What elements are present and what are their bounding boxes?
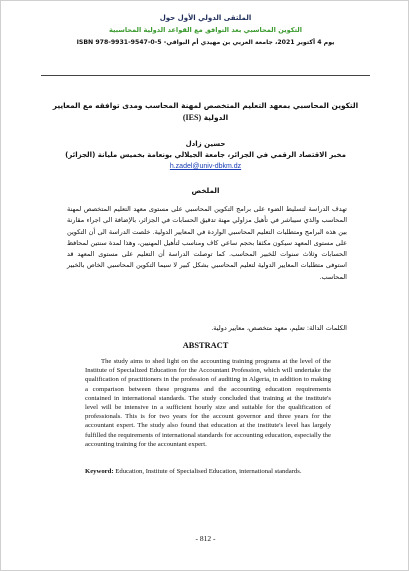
english-abstract-heading: ABSTRACT bbox=[182, 341, 229, 350]
arabic-title-word: الدولية bbox=[203, 113, 229, 122]
author-affiliation: مخبر الاقتصاد الرقمي في الجزائر، جامعة الجيلالي بونعامة بخميس مليانة (الجزائر) bbox=[65, 151, 346, 159]
arabic-paper-title bbox=[47, 100, 364, 124]
conference-title: الملتقى الدولي الأول حول bbox=[159, 14, 252, 22]
english-keywords bbox=[85, 467, 331, 476]
arabic-abstract-body: تهدف الدراسة لتسليط الضوء على برامج التكوين المحاسبي على مستوى معهد التعليم المتخصص لمهنة المحاسب والذي سيباشر في تأهيل مزاولي مهنة تدقيق الحسابات في الجزائر، بالإضافة الى اجراء مقارنة بين هذه البرامج ومتطلبات التعليم المحاسبي الواردة في المعايير الدولية. خلصت الدراسة الى أن التكوين على مستوى المعهد سيكون مكثفا بحجم ساعي كاف ومناسب لتأهيل المهنيين، وهذا لمدة سنتين لمحافظ الحسابات وثلاث سنوات للخبير المحاسب. كما توصلت الدراسة أن التعليم على مستوى المعهد قد استوفى متطلبات المعايير الدولية لتعليم المحاسبي بشكل كبير لا سيما التكوين المحاسبي الخاص بالخبير المحاسب. bbox=[67, 205, 347, 281]
arabic-keywords: الكلمات الدالة: تعليم، معهد متخصص، معايير دولية. bbox=[211, 324, 347, 332]
arabic-title-line1: التكوين المحاسبي بمعهد التعليم المتخصص لمهنة المحاسب ومدى توافقه مع المعايير bbox=[52, 101, 359, 110]
header-divider bbox=[41, 75, 370, 76]
english-keywords-text: Education, Institute of Specialised Education, international standards. bbox=[115, 468, 302, 475]
page-number: - 812 - bbox=[195, 534, 216, 543]
arabic-title-line2 bbox=[47, 112, 364, 124]
english-abstract-body: The study aims to shed light on the accounting training programs at the level of the Institute of Specialized Education for the Accountant Profession, which will undertake the qualification of practitioners in the profession of auditing in Algeria, in addition to making a comparison between these programs and the accounting education requirements contained in international standards. The study concluded that training at the institute's level will be intensive in a sufficient hourly size and suitable for the qualification of professionals. This is for two years for the account governor and three years for the accountant expert. The study also found that education at the institute's level has largely fulfilled the requirements of international standards for accounting education, especially the accounting training for the accountant expert. bbox=[85, 358, 331, 448]
arabic-title-abbr: (IES) bbox=[182, 113, 202, 122]
arabic-abstract-heading: الملخص bbox=[191, 186, 220, 195]
author-email-link[interactable]: h.zadel@univ-dbkm.dz bbox=[169, 163, 242, 170]
conference-date-isbn: يوم 4 أكتوبر 2021، جامعة العربي بن مهيدي أم البواقي- ISBN 978-9931-9547-0-5 bbox=[76, 39, 335, 46]
conference-header bbox=[1, 13, 409, 48]
english-keywords-label: Keyword: bbox=[85, 468, 114, 475]
conference-theme: التكوين المحاسبي بعد التوافق مع القواعد الدولية المحاسبية bbox=[108, 26, 303, 34]
author-name: حسين زادل bbox=[185, 140, 226, 148]
author-block bbox=[47, 139, 364, 172]
